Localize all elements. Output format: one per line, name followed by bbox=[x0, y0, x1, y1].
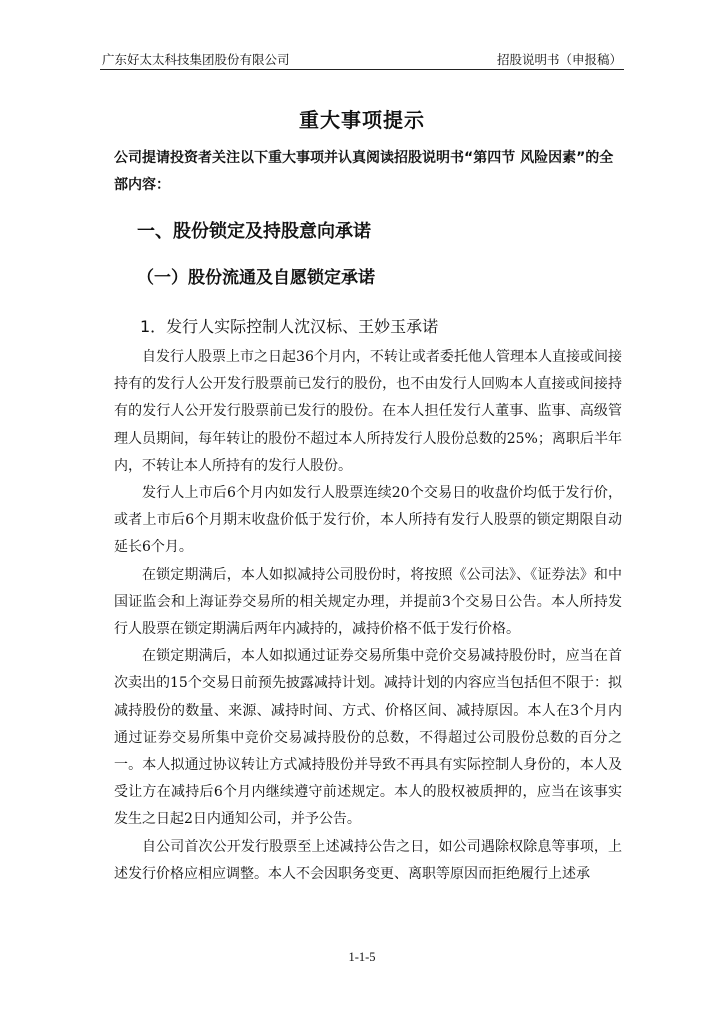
header-company-name: 广东好太太科技集团股份有限公司 bbox=[102, 52, 290, 67]
page-header bbox=[100, 47, 624, 70]
body-paragraph: 发行人上市后6个月内如发行人股票连续20个交易日的收盘价均低于发行价，或者上市后6个月期末收盘价低于发行价，本人所持有发行人股票的锁定期限自动延长6个月。 bbox=[114, 485, 622, 556]
subsection-heading: （一）股份流通及自愿锁定承诺 bbox=[137, 268, 375, 288]
item-heading: 1．发行人实际控制人沈汉标、王妙玉承诺 bbox=[140, 317, 439, 336]
body-paragraph: 自公司首次公开发行股票至上述减持公告之日，如公司遇除权除息等事项，上述发行价格应相应调整。本人不会因职务变更、离职等原因而拒绝履行上述承 bbox=[114, 838, 622, 882]
page-number: 1-1-5 bbox=[348, 950, 376, 964]
body-text bbox=[114, 344, 622, 888]
section-heading: 一、股份锁定及持股意向承诺 bbox=[137, 221, 371, 242]
body-paragraph: 在锁定期满后，本人如拟通过证券交易所集中竞价交易减持股份时，应当在首次卖出的15个交易日前预先披露减持计划。减持计划的内容应当包括但不限于：拟减持股份的数量、来源、减持时间、方式、价格区间、减持原因。本人在3个月内通过证券交易所集中竞价交易减持股份的总数，不得超过公司股份总数的百分之一。本人拟通过协议转让方式减持股份并导致不再具有实际控制人身份的，本人及受让方在减持后6个月内继续遵守前述规定。本人的股权被质押的，应当在该事实发生之日起2日内通知公司，并予公告。 bbox=[114, 648, 622, 828]
header-document-type: 招股说明书（申报稿） bbox=[496, 52, 622, 67]
page-title: 重大事项提示 bbox=[299, 108, 425, 132]
intro-paragraph: 公司提请投资者关注以下重大事项并认真阅读招股说明书“第四节 风险因素”的全部内容： bbox=[114, 150, 614, 193]
body-paragraph: 在锁定期满后，本人如拟减持公司股份时，将按照《公司法》、《证券法》和中国证监会和上海证券交易所的相关规定办理，并提前3个交易日公告。本人所持发行人股票在锁定期满后两年内减持的，减持价格不低于发行价格。 bbox=[114, 566, 622, 638]
body-paragraph: 自发行人股票上市之日起36个月内，不转让或者委托他人管理本人直接或间接持有的发行人公开发行股票前已发行的股份，也不由发行人回购本人直接或间接持有的发行人公开发行股票前已发行的股份。在本人担任发行人董事、监事、高级管理人员期间，每年转让的股份不超过本人所持发行人股份总数的25%；离职后半年内，不转让本人所持有的发行人股份。 bbox=[114, 349, 622, 474]
